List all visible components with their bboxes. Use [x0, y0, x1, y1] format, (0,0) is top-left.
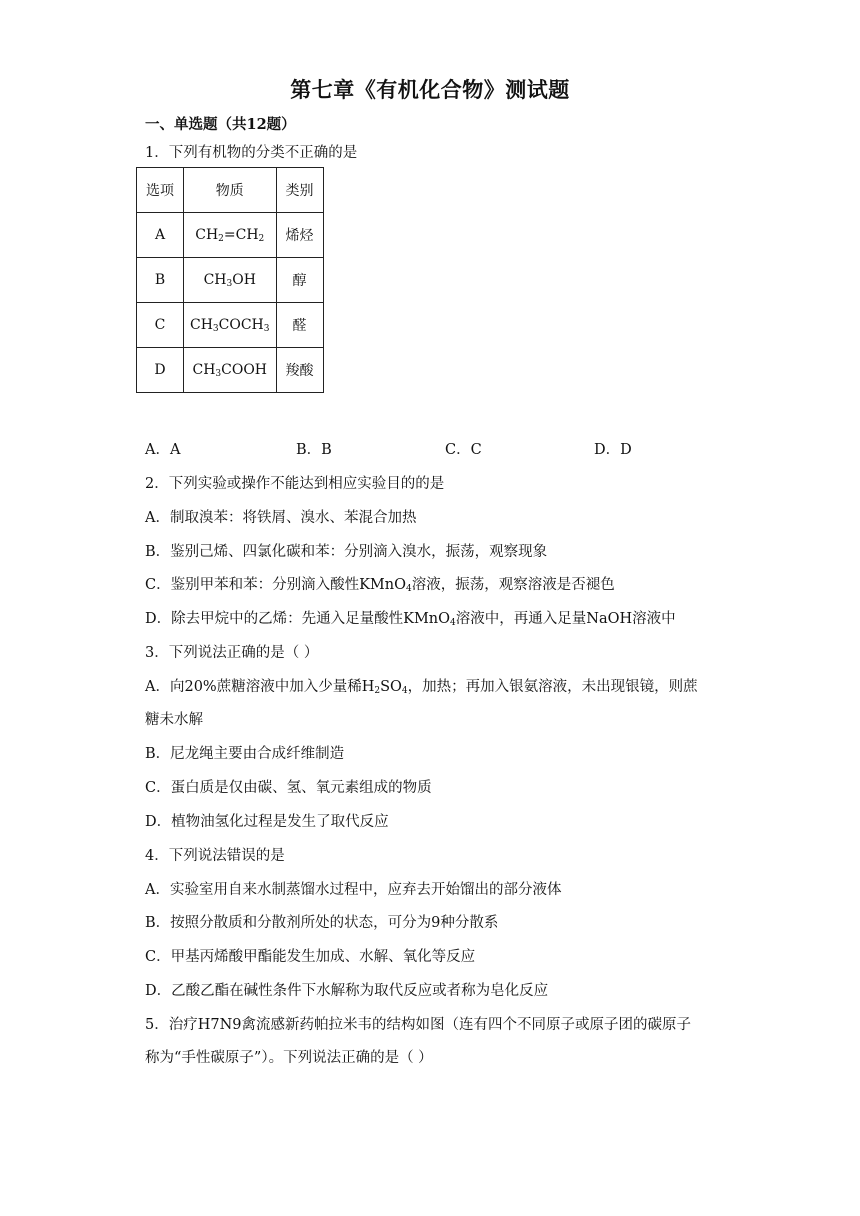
row-option: A [137, 213, 184, 258]
row-option: D [137, 348, 184, 393]
q1-option-b: B．B [296, 442, 332, 458]
row-category: 羧酸 [276, 348, 323, 393]
q3-option-a-line2: 糖未水解 [145, 712, 203, 728]
row-formula: $CH_3COCH_3$ [184, 303, 277, 348]
q3-option-a-line1: A．向20%蔗糖溶液中加入少量稀$H_2SO_4$，加热；再加入银氨溶液，未出现银镜，则蔗 [145, 679, 698, 696]
q2-stem: 2．下列实验或操作不能达到相应实验目的的是 [145, 476, 445, 492]
table-header-row [137, 168, 324, 213]
row-option: C [137, 303, 184, 348]
q3-option-d: D．植物油氢化过程是发生了取代反应 [145, 814, 389, 830]
table-row [137, 258, 324, 303]
q3-option-b: B．尼龙绳主要由合成纤维制造 [145, 746, 345, 762]
page-title: 第七章《有机化合物》测试题 [290, 77, 570, 102]
q1-stem: 1．下列有机物的分类不正确的是 [145, 145, 358, 161]
table-row [137, 303, 324, 348]
row-category: 烯烃 [276, 213, 323, 258]
q4-option-d: D．乙酸乙酯在碱性条件下水解称为取代反应或者称为皂化反应 [145, 983, 549, 999]
q5-stem-line2: 称为“手性碳原子”）。下列说法正确的是（ ） [145, 1050, 433, 1066]
row-category: 醇 [276, 258, 323, 303]
q1-option-c: C．C [445, 442, 482, 458]
q5-stem-line1: 5．治疗H7N9禽流感新药帕拉米韦的结构如图（连有四个不同原子或原子团的碳原子 [145, 1017, 692, 1033]
q4-option-b: B．按照分散质和分散剂所处的状态，可分为9种分散系 [145, 915, 499, 931]
q4-option-a: A．实验室用自来水制蒸馏水过程中，应弃去开始馏出的部分液体 [145, 882, 562, 898]
header-category: 类别 [276, 168, 323, 213]
q4-stem: 4．下列说法错误的是 [145, 848, 285, 864]
q2-option-a: A．制取溴苯：将铁屑、溴水、苯混合加热 [145, 510, 417, 526]
header-option: 选项 [137, 168, 184, 213]
table-row [137, 213, 324, 258]
q1-table [136, 167, 324, 393]
table-row [137, 348, 324, 393]
row-formula: $CH_2=CH_2$ [184, 213, 277, 258]
row-formula: $CH_3OH$ [184, 258, 277, 303]
q2-option-d: D．除去甲烷中的乙烯：先通入足量酸性KMnO$_4$溶液中，再通入足量NaOH溶液中 [145, 611, 676, 628]
row-option: B [137, 258, 184, 303]
q2-option-b: B．鉴别己烯、四氯化碳和苯：分别滴入溴水，振荡，观察现象 [145, 544, 548, 560]
header-substance: 物质 [184, 168, 277, 213]
q2-option-c: C．鉴别甲苯和苯：分别滴入酸性KMnO$_4$溶液，振荡，观察溶液是否褪色 [145, 577, 615, 594]
q3-stem: 3．下列说法正确的是（ ） [145, 645, 319, 661]
q1-option-d: D．D [594, 442, 632, 458]
q4-option-c: C．甲基丙烯酸甲酯能发生加成、水解、氧化等反应 [145, 949, 476, 965]
q3-option-c: C．蛋白质是仅由碳、氢、氧元素组成的物质 [145, 780, 432, 796]
q1-option-a: A．A [145, 442, 181, 458]
row-category: 醛 [276, 303, 323, 348]
section-heading: 一、单选题（共12题） [145, 116, 296, 133]
row-formula: $CH_3COOH$ [184, 348, 277, 393]
